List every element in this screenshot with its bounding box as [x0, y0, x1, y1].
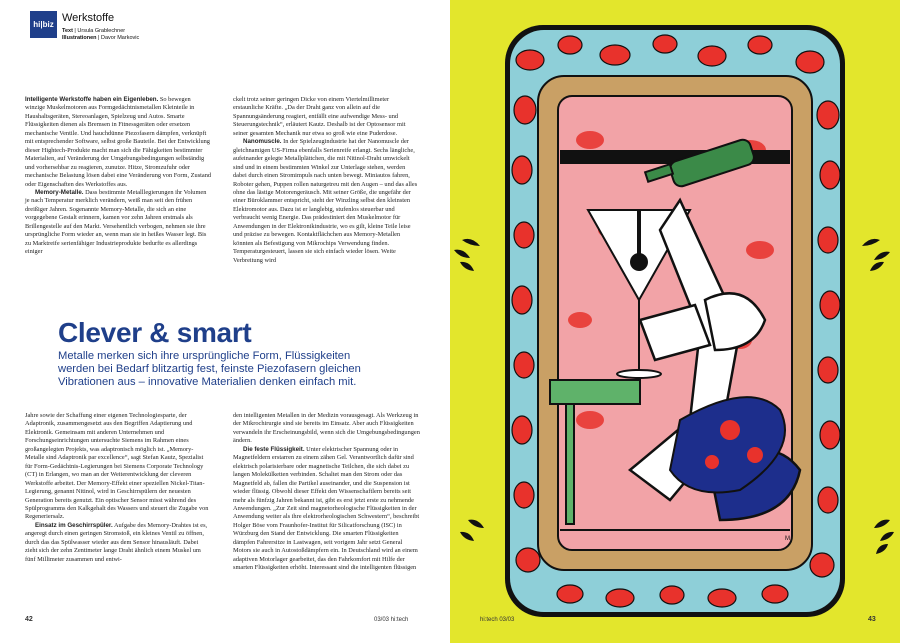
- article-paragraph: [233, 412, 420, 446]
- text-credit: Text | Ursula Grablechner: [62, 28, 126, 34]
- paragraph-lead: Nanomuscle.: [243, 138, 282, 146]
- article-paragraph: [233, 138, 420, 265]
- magazine-logo: hi|biz: [30, 11, 57, 38]
- paragraph-text: Dass bestimmte Metalllegierungen ihr Volumen je nach Temperatur merklich verändern, weiß man seit den frühen dreißiger Jahren. Sogenannte Memory-Metalle, die sich an eine vorgegebene Gestalt erinnern, kamen vor zehn Jahren erstmals als Brillengestelle auf den Markt. Versehentlich verbogen, nehmen sie ihre ursprüngliche Form wieder an, wenn man sie in heißes Wasser legt. Bis zu Marktreife serienfähiger Industrieprodukte bedurfte es allerdings einiger: [25, 188, 207, 256]
- article-paragraph: [233, 446, 420, 573]
- page-number-left: 42: [25, 616, 33, 623]
- page-number-right: 43: [868, 616, 876, 623]
- illustration-credit: Illustrationen | Davor Markovic: [62, 35, 140, 41]
- column-1-bottom: [25, 412, 212, 564]
- paragraph-lead: Intelligente Werkstoffe haben ein Eigenleben.: [25, 96, 159, 103]
- artist-signature: M.: [785, 536, 792, 542]
- article-paragraph: [25, 96, 212, 189]
- issue-label-right: hi:tech 03/03: [480, 617, 515, 623]
- paragraph-lead: Memory-Metalle.: [35, 188, 84, 196]
- paragraph-text: So bewegen winzige Muskelmotoren aus Formgedächtnismetallen Kleinteile in Haushaltsgeräten, Stereoanlagen, Spielzeug und Autos. Smarte Flüssigkeiten dienen als Bremsen in Fitnessgeräten oder ersetzen mechanische Ventile. Und hauchdünne Piezofasern dämpfen, verknüpft mit entsprechender Software, selbst große Bauteile. Bei der Entwicklung dieser Hightech-Produkte macht man sich die Fähigkeiten bestimmter Materialien, auf Veränderung der Umgebungsbedingungen selbständig und vorhersehbar zu reagieren, zunutze. Hitze, Stromzufuhr oder mechanische Belastung lösen dabei eine Veränderung von Form, Zustand oder Eigenschaften des Werkstoffes aus.: [25, 96, 212, 188]
- article-headline: Clever & smart: [58, 317, 252, 348]
- article-paragraph: [25, 189, 212, 257]
- paragraph-text: den intelligenten Metallen in der Medizin vorausgesagt. Als Werkzeug in der Mikrochirurgie sind sie bereits im Einsatz. Aber auch Flüssigkeiten verwandeln ihr Erscheinungsbild, wenn sich die Umgebungsbedingungen ändern.: [233, 412, 420, 445]
- paragraph-lead: Die feste Flüssigkeit.: [243, 445, 305, 453]
- column-2-top: [233, 96, 420, 265]
- column-2-bottom: [233, 412, 420, 573]
- green-table: [550, 380, 640, 404]
- paragraph-text: Aufgabe des Memory-Drahtes ist es, angeregt durch einen geringen Stromstoß, ein kleines Ventil zu öffnen, durch das das Spülwasser wieder aus dem Sensor hinausläuft. Dabei zieht sich der zehn Zentimeter lange Draht ähnlich einem Muskel um fünf Millimeter zusammen und entwi-: [25, 521, 208, 563]
- table-leg: [566, 404, 574, 524]
- article-paragraph: [25, 522, 212, 564]
- article-deck: Metalle merken sich ihre ursprüngliche Form, Flüssigkeiten werden bei Bedarf blitzartig fest, feinste Piezofasern gleichen Vibrationen aus – innovative Materialien denken einfach mit.: [58, 350, 361, 388]
- issue-label-left: 03/03 hi:tech: [374, 617, 409, 623]
- right-page: [450, 0, 900, 643]
- paragraph-text: In der Spielzeugindustrie hat der Nanomuscle der gleichnamigen US-Firma ebenfalls Serienreife erlangt. Sechs längliche, aufeinander gelegte Metallplättchen, die mit Nitinol-Draht umwickelt sind und in einem bestimmten Winkel zur Unterlage stehen, werden dabei durch einen Stromimpuls nach unten bewegt. Miniautos fahren, Roboter gehen, Puppen rollen naturgetreu mit den Augen – und das alles ohne das lästige Motorengeräusch. Mit seiner Größe, die ungefähr der einer Büroklammer entspricht, steht der Winzling selbst den kleinsten Elektromotor aus. Dazu ist er langlebig, stufenlos steuerbar und verbraucht wenig Energie. Das prädestiniert den Muskelmotor für Anwendungen in der Elektronikindustrie, wo es gilt, kleine Teile leise und präzise zu bewegen. Kontaktflächchen aus Memory-Metallen könnten als Befestigung von Mikrochips Verwendung finden. Temperaturgesteuert, lassen sie sich einfach wieder lösen. Weite Verbreitung wird: [233, 138, 418, 264]
- department-label: Werkstoffe: [62, 12, 115, 24]
- illustration: [450, 0, 900, 643]
- article-paragraph: [233, 96, 420, 138]
- paragraph-text: ckelt trotz seiner geringen Dicke von einem Viertelmillimeter erstaunliche Kräfte. „Da der Draht ganz von allein auf die Spannungsänderung reagiert, entfällt eine aufwendige Mess- und Steuerungstechnik“, erläutert Kautz. Deshalb ist der Optosensor mit seiner gesamten Mechanik nur etwa so groß wie eine Puderdose.: [233, 96, 406, 137]
- paragraph-text: Unter elektrischer Spannung oder in Magnetfeldern erstarren zu einem zähen Gel. Verantwortlich dafür sind elektrisch polarisierbare oder magnetische Teilchen, die sich dabei zu langen Molekülketten verbinden. Schaltet man den Strom oder das Magnetfeld ab, fallen die Partikel auseinander, und die Suspension ist wieder flüssig. Obwohl dieser Effekt den Wissenschaftlern bereits seit mehr als fünfzig Jahren bekannt ist, gibt es erst jetzt erste zu nehmende Anwendungen. „Zur Zeit sind magnetorheologische Flüssigkeiten in der Anwendung weiter als ihre elektrorheologischen Schwestern“, beschreibt Holger Böse vom Fraunhofer-Institut für Silicatforschung (ISC) in Würzburg den Stand der Entwicklung. Die smarten Flüssigkeiten dämpfen Fahrersitze in Lastwagen, seit vorigem Jahr setzt General Motors sie auch in Autostoßdämpfern ein. In Deutschland wird an einem adaptiven Motorlager gearbeitet, das den Fahrkomfort mit Hilfe der smarten Flüssigkeiten erhöht. Interessant sind die intelligenten flüssigen: [233, 445, 420, 572]
- column-1-top: [25, 96, 212, 257]
- paragraph-lead: Einsatz im Geschirrspüler.: [35, 521, 113, 529]
- paragraph-text: Jahre sowie der Schaffung einer eigenen Technologiesparte, der Adaptronik, zusammengesetzt aus den Begriffen Adaptierung und Elektronik. Gemeinsam mit anderen Unternehmen und Forschungseinrichtungen untersuchte Siemens im Rahmen eines großangelegten Projekts, was adaptronisch möglich ist. „Memory-Metalle sind Adaptronik par excellence“, sagt Stefan Kautz, Spezialist für Form-Gedächtnis-Legierungen bei Siemens Corporate Technology (CT) in Erlangen, wo man an der Weiterentwicklung der cleveren Werkstoffe arbeitet. Der Memory-Effekt einer speziellen Nickel-Titan-Legierung, genannt Nitinol, wird in Geschirrspülern der neuesten Generation bereits genutzt. Ein optischer Sensor misst während des Spülprogramms den Kalkgehalt des Wassers und steuert die Zugabe von Regeneriersalz.: [25, 412, 209, 521]
- article-paragraph: [25, 412, 212, 522]
